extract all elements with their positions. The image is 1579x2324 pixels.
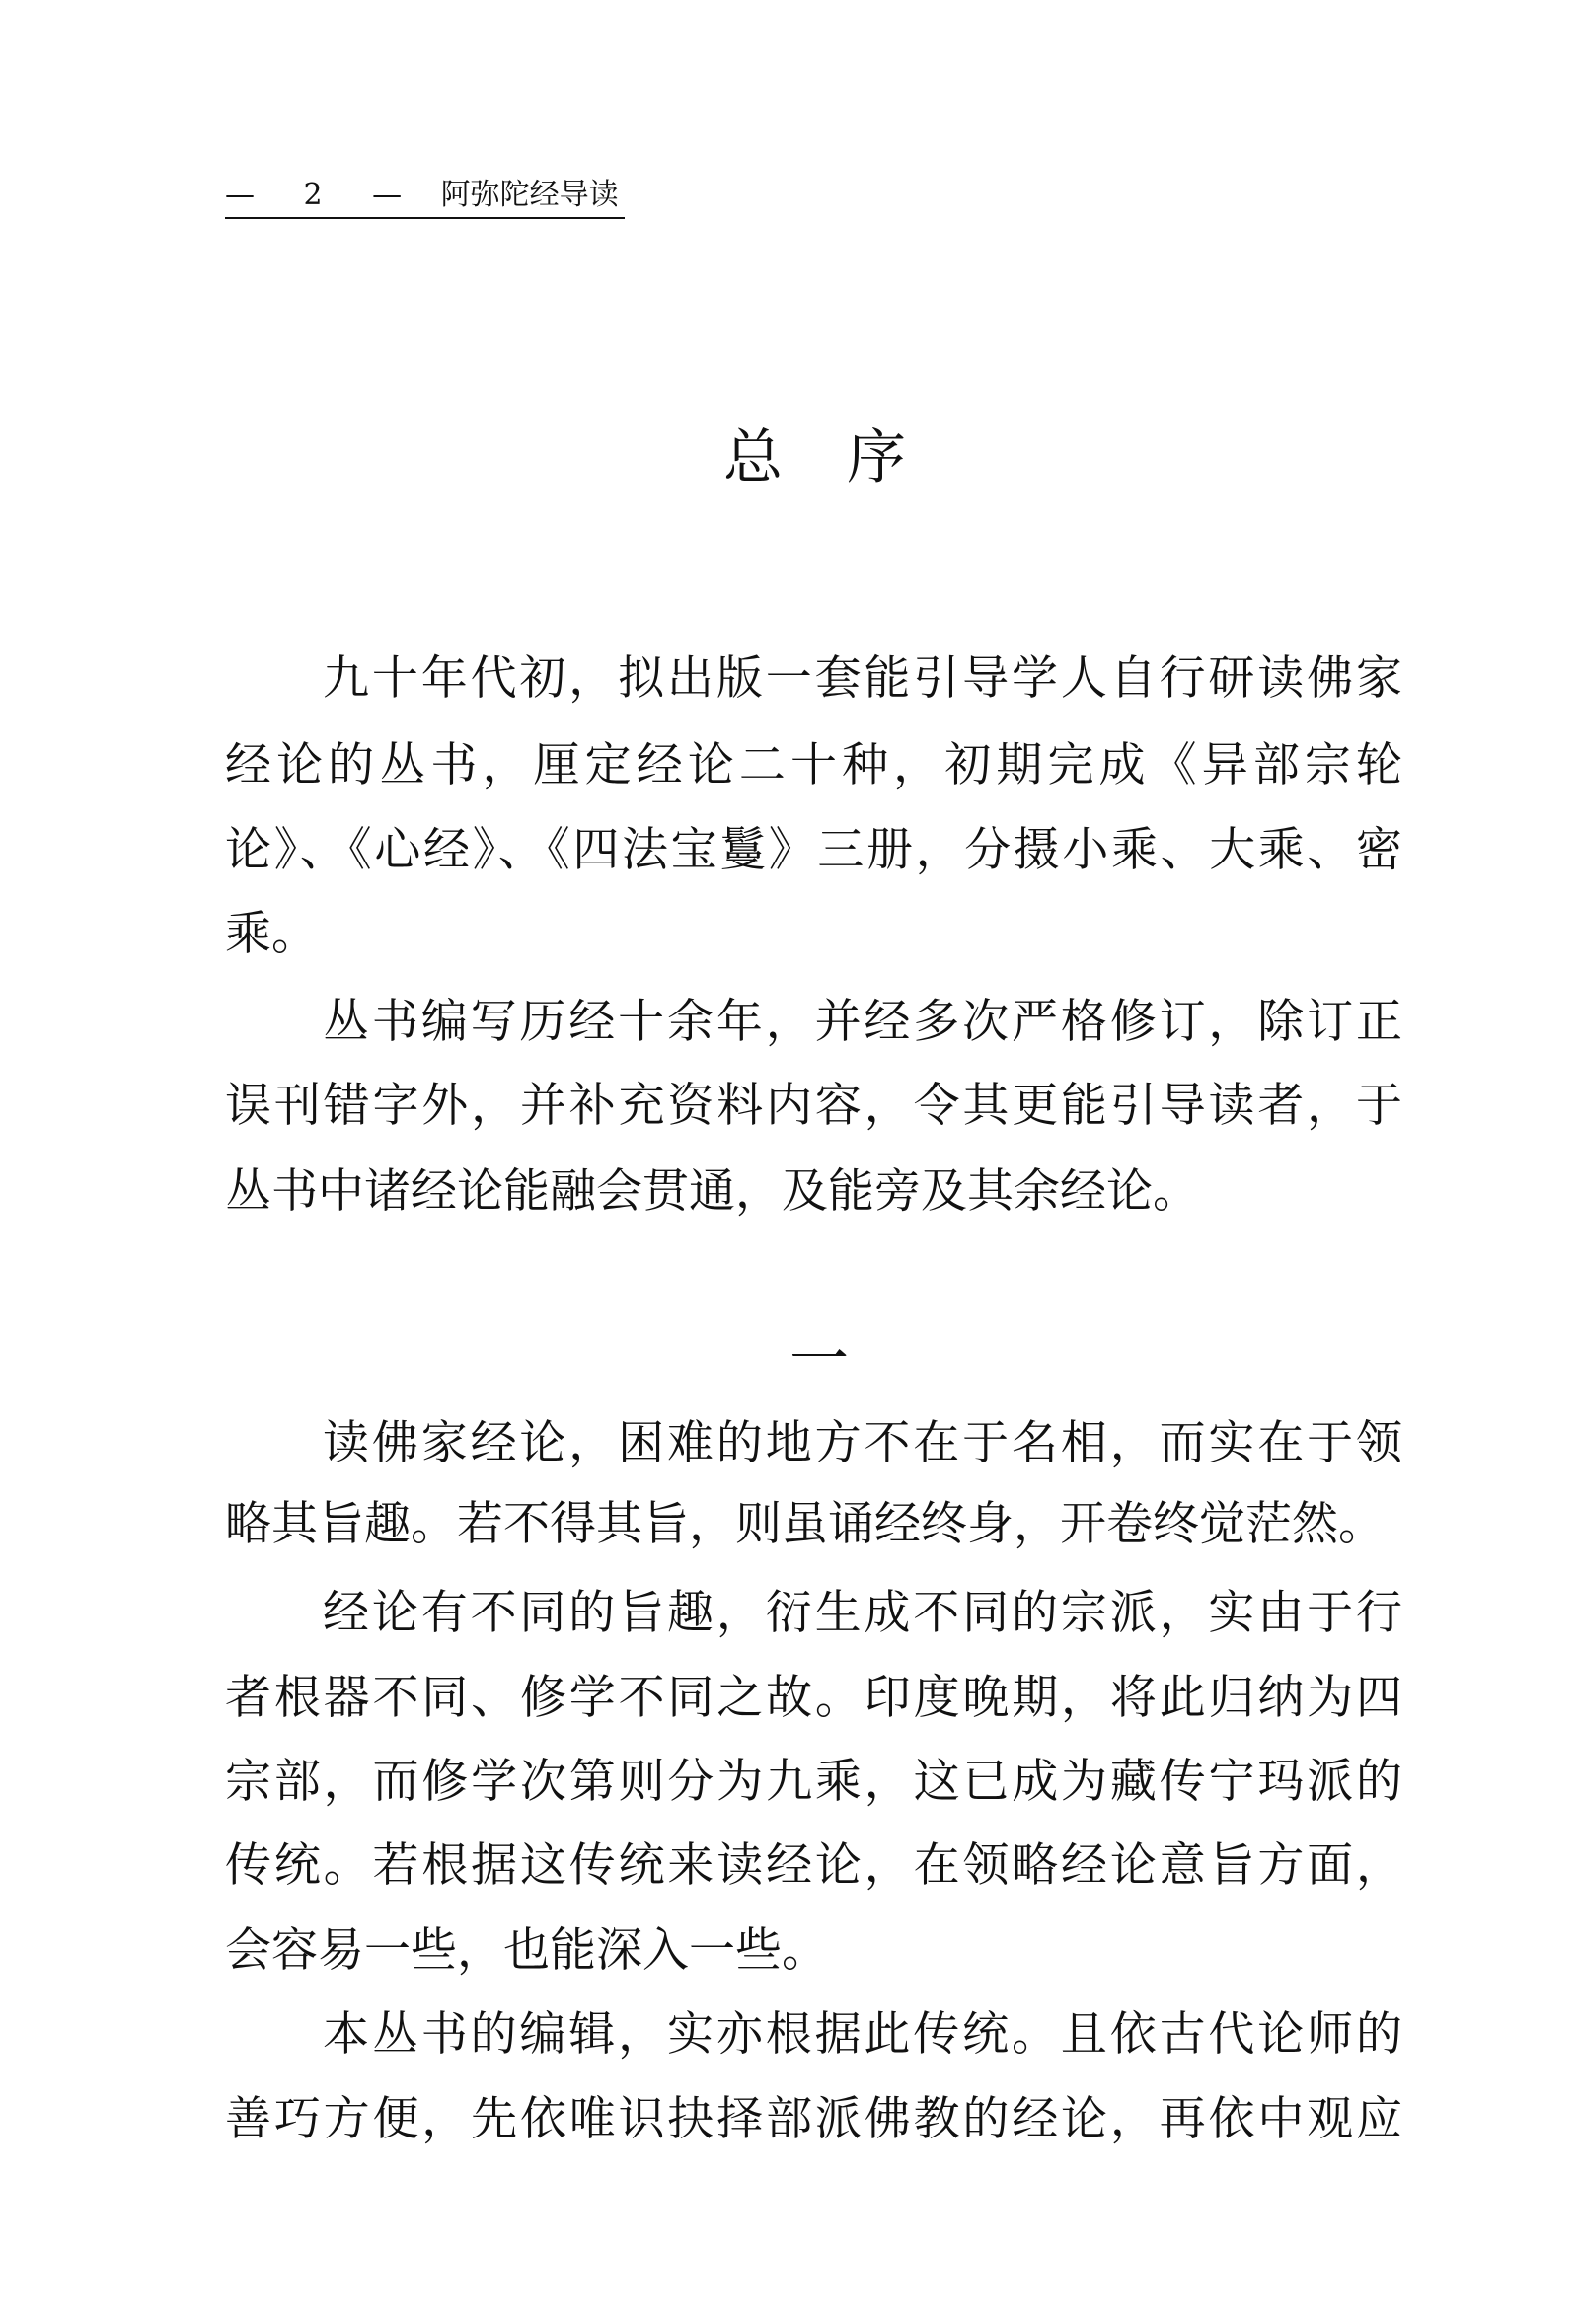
paragraph-line: 善巧方便，先依唯识抉择部派佛教的经论，再依中观应: [225, 2092, 1402, 2146]
paragraph-line: 经论的丛书，厘定经论二十种，初期完成《异部宗轮: [225, 738, 1402, 792]
paragraph-line: 乘。: [225, 907, 318, 961]
paragraph-line: 论》、《心经》、《四法宝鬘》三册，分摄小乘、大乘、密: [225, 823, 1402, 877]
paragraph-line: 九十年代初，拟出版一套能引导学人自行研读佛家: [323, 651, 1402, 706]
paragraph-line: 丛书编写历经十余年，并经多次严格修订，除订正: [323, 995, 1402, 1049]
paragraph-line: 传统。若根据这传统来读经论，在领略经论意旨方面，: [225, 1838, 1402, 1893]
paragraph-line: 丛书中诸经论能融会贯通，及能旁及其余经论。: [225, 1164, 1199, 1219]
paragraph-line: 宗部，而修学次第则分为九乘，这已成为藏传宁玛派的: [225, 1755, 1402, 1809]
paragraph-line: 会容易一些，也能深入一些。: [225, 1923, 828, 1978]
paragraph-line: 者根器不同、修学不同之故。印度晚期，将此归纳为四: [225, 1671, 1402, 1725]
paragraph-line: 略其旨趣。若不得其旨，则虽诵经终身，开卷终觉茫然。: [225, 1497, 1385, 1551]
page-title-char-1: 总: [723, 423, 783, 492]
running-header: [225, 176, 625, 219]
page-title-char-2: 序: [847, 423, 906, 492]
page-marker-left: —: [225, 178, 255, 212]
paragraph-line: 误刊错字外，并补充资料内容，令其更能引导读者，于: [225, 1079, 1402, 1133]
paragraph-line: 读佛家经论，困难的地方不在于名相，而实在于领: [323, 1416, 1402, 1470]
paragraph-line: 经论有不同的旨趣，衍生成不同的宗派，实由于行: [323, 1586, 1402, 1640]
page-marker-right: —: [372, 178, 403, 212]
book-title: 阿弥陀经导读: [440, 178, 619, 212]
paragraph-line: 本丛书的编辑，实亦根据此传统。且依古代论师的: [323, 2007, 1402, 2062]
page-number: 2: [303, 178, 323, 212]
section-marker: 一: [790, 1325, 849, 1394]
